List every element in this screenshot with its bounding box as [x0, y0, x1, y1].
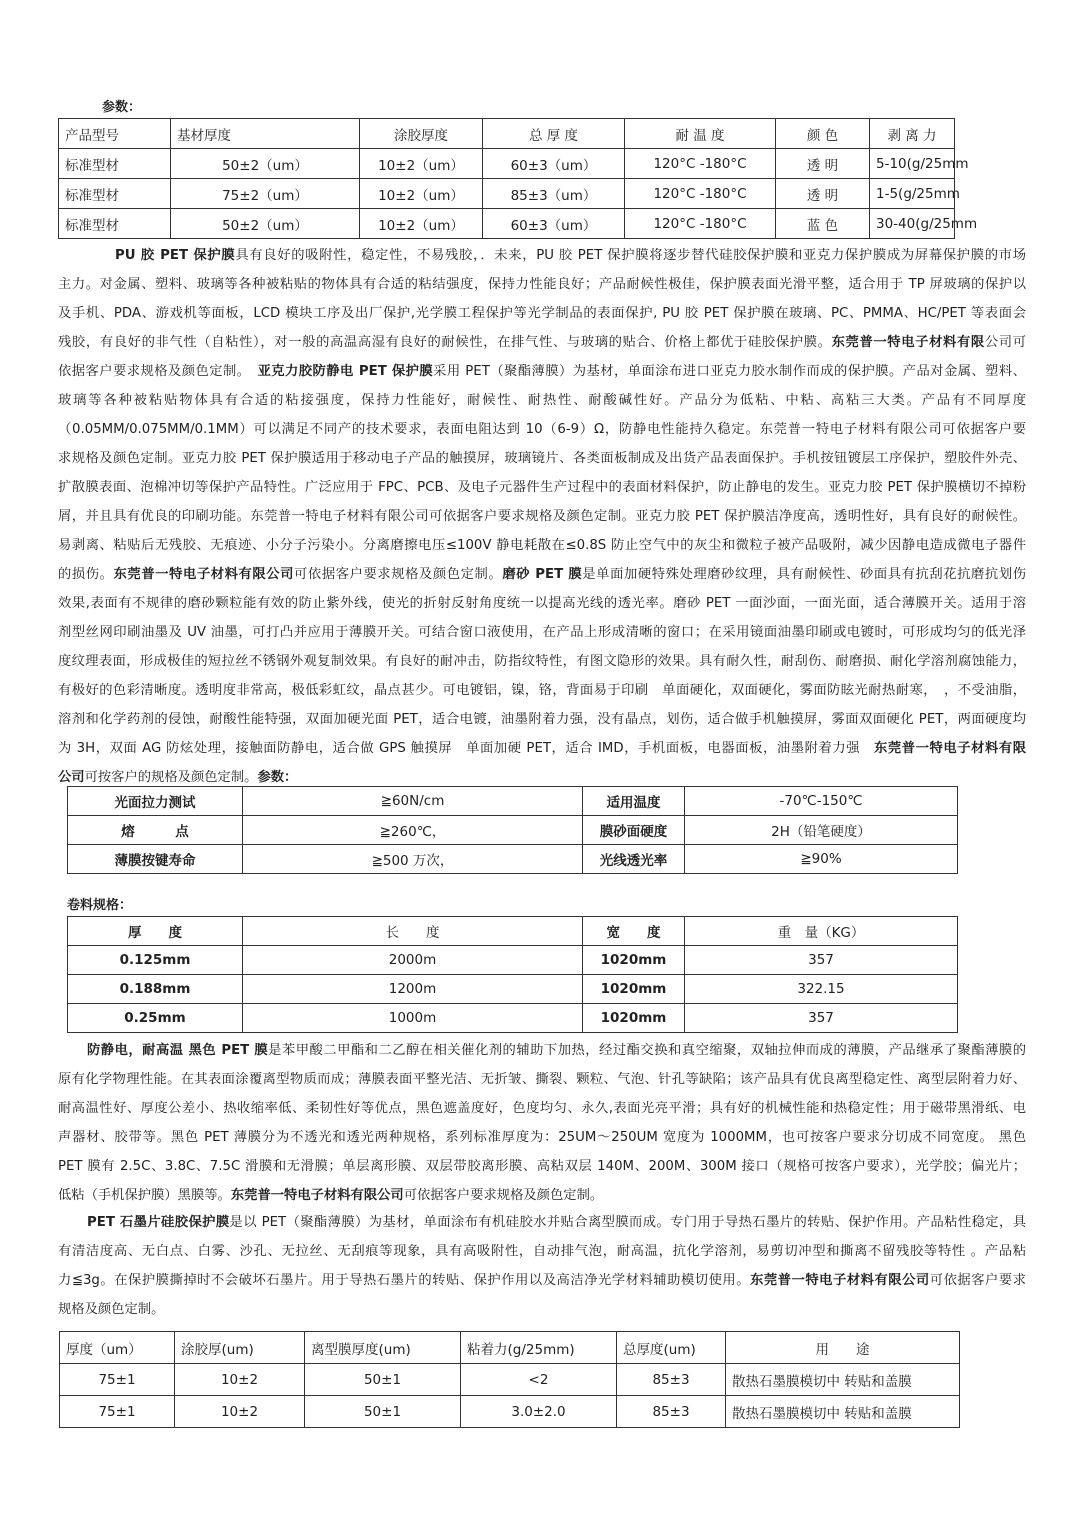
table-cell: 1020mm: [583, 946, 685, 975]
text-segment: 溶剂和化学药剂的侵蚀，耐酸性能特强，双面加硬光面 PET，适合电镀，油墨附着力强，没有晶点，划伤，适合做手机触摸屏，雾面双面硬化 PET，两面硬度均: [58, 712, 1026, 727]
table-cell: 357: [685, 1004, 958, 1033]
table-cell: 1020mm: [583, 1004, 685, 1033]
paragraph-line: [58, 676, 1026, 705]
text-segment: 原有化学物理性能。在其表面涂覆离型物质而成；薄膜表面平整光洁、无折皱、撕裂、颗粒、气泡、针孔等缺陷；该产品具有优良离型稳定性、离型层附着力好、: [58, 1072, 1026, 1087]
table-cell: 0.125mm: [68, 946, 243, 975]
params-table-1: [58, 118, 978, 239]
bold-text-segment: 东莞普一特电子材料有限公司: [230, 1188, 404, 1203]
table-cell: 1000m: [243, 1004, 583, 1033]
table-row: [60, 1396, 960, 1428]
table-cell: 60±3（um）: [483, 209, 625, 239]
table-header-cell: 用 途: [726, 1332, 960, 1364]
table-row: [59, 149, 955, 179]
table-cell: 蓝 色: [776, 209, 870, 239]
table-header-cell: 宽 度: [583, 917, 685, 946]
paragraph-line: [58, 1036, 1026, 1065]
table-cell: ≧500 万次，: [243, 845, 583, 874]
table-cell: 透 明: [776, 149, 870, 179]
description-paragraph-3: [58, 1208, 1026, 1324]
bold-text-segment: 东莞普一特电子材料有限公司: [113, 567, 295, 582]
table-cell: 85±3（um）: [483, 179, 625, 209]
text-segment: 玻璃等各种被粘贴物体具有合适的粘接强度，保持力性能好，耐候性、耐热性、耐酸碱性好。产品分为低粘、中粘、高粘三大类。产品有不同厚度: [58, 393, 1026, 408]
roll-spec-table: [67, 916, 958, 1033]
paragraph-line: [58, 1181, 1026, 1210]
table-cell: 标准型材: [59, 149, 171, 179]
table-cell: 1-5(g/25mm: [870, 179, 955, 209]
text-segment: 可依据客户要求: [929, 1273, 1026, 1288]
text-segment: 具有良好的吸附性，稳定性，不易残胶，．未来，PU 胶 PET 保护膜将逐步替代硅胶保护膜和亚克力保护膜成为屏幕保护膜的市场: [235, 248, 1026, 263]
table-header-cell: 厚度（um）: [60, 1332, 175, 1364]
table-row: [68, 845, 958, 874]
table-header-cell: 基材厚度: [171, 119, 360, 149]
text-segment: 可依据客户要求规格及颜色定制。: [403, 1188, 604, 1203]
paragraph-line: [58, 299, 1026, 328]
paragraph-line: [58, 502, 1026, 531]
table-cell: 1020mm: [583, 975, 685, 1004]
text-segment: 是以 PET（聚酯薄膜）为基材，单面涂布有机硅胶水并贴合离型膜而成。专门用于导热石墨片的转贴、保护作用。产品粘性稳定，具: [229, 1215, 1026, 1230]
text-segment: 可按客户的规格及颜色定制。: [84, 770, 258, 785]
paragraph-line: [58, 444, 1026, 473]
table-cell: 2000m: [243, 946, 583, 975]
table-cell: 85±3: [617, 1396, 726, 1428]
paragraph-line: [58, 1295, 1026, 1324]
table-header-cell: 剥 离 力: [870, 119, 955, 149]
table-row: [68, 1004, 958, 1033]
table-row: [68, 946, 958, 975]
paragraph-line: [58, 1237, 1026, 1266]
paragraph-line: [58, 589, 1026, 618]
table-cell: 50±2（um）: [171, 149, 360, 179]
text-segment: 可依据客户要求规格及颜色定制。: [294, 567, 503, 582]
table-row: [59, 209, 955, 239]
table-cell: 散热石墨膜模切中 转贴和盖膜: [726, 1396, 960, 1428]
table-cell: 2H（铅笔硬度）: [685, 816, 958, 845]
paragraph-line: [58, 415, 1026, 444]
table-cell: 3.0±2.0: [461, 1396, 617, 1428]
table-cell: 散热石墨膜模切中 转贴和盖膜: [726, 1364, 960, 1396]
text-segment: 屑，并且具有优良的印刷功能。东莞普一特电子材料有限公司可依据客户要求规格及颜色定制。亚克力胶 PET 保护膜洁净度高，透明性好，具有良好的耐候性。: [58, 509, 1026, 524]
text-segment: 扩散膜表面、泡棉冲切等保护产品特性。广泛应用于 FPC、PCB、及电子元器件生产过程中的表面材料保护，防止静电的发生。亚克力胶 PET 保护膜横切不掉粉: [58, 480, 1026, 495]
table-cell: 标准型材: [59, 209, 171, 239]
table-header-cell: 离型膜厚度(um): [305, 1332, 461, 1364]
table-row: [68, 787, 958, 816]
table-cell: 熔 点: [68, 816, 243, 845]
text-segment: 耐高温性好、厚度公差小、热收缩率低、柔韧性好等优点，黑色遮盖度好，色度均匀、永久,表面光亮平滑；具有好的机械性能和热稳定性；用于磁带黑滑纸、电: [58, 1101, 1026, 1116]
bold-text-segment: 亚克力胶防静电 PET 保护膜: [257, 364, 434, 379]
text-segment: 为 3H，双面 AG 防炫处理，接触面防静电，适合做 GPS 触摸屏 单面加硬 PET，适合 IMD，手机面板，电器面板，油墨附着力强: [58, 741, 874, 756]
text-segment: 采用 PET（聚酯薄膜）为基材，单面涂布进口亚克力胶水制作而成的保护膜。产品对金属、塑料、: [433, 364, 1026, 379]
text-segment: 度纹理表面，形成极佳的短拉丝不锈钢外观复制效果。有良好的耐冲击，防指纹特性，有图文隐形的效果。具有耐久性，耐刮伤、耐磨损、耐化学溶剂腐蚀能力，: [58, 654, 1026, 669]
table-header-cell: 总 厚 度: [483, 119, 625, 149]
params-table-2: [67, 786, 958, 874]
roll-spec-label: 卷料规格：: [67, 898, 133, 913]
paragraph-line: [58, 473, 1026, 502]
paragraph-line: [58, 357, 1026, 386]
text-segment: 及手机、PDA、游戏机等面板，LCD 模块工序及出厂保护,光学膜工程保护等光学制品的表面保护, PU 胶 PET 保护膜在玻璃、PC、PMMA、HC/PET 等表面会: [58, 306, 1026, 321]
table-cell: -70℃-150℃: [685, 787, 958, 816]
table-header-row: [68, 917, 958, 946]
bold-text-segment: 东莞普一特电子材料有限: [873, 741, 1027, 756]
table-cell: 10±2: [175, 1396, 305, 1428]
text-segment: 主力。对金属、塑料、玻璃等各种被粘贴的物体具有合适的粘结强度，保持力性能良好；产品耐候性极佳，保护膜表面光滑平整，适合用于 TP 屏玻璃的保护以: [58, 277, 1026, 292]
table-cell: 75±1: [60, 1364, 175, 1396]
text-segment: 有清洁度高、无白点、白雾、沙孔、无拉丝、无刮痕等现象，具有高吸附性，自动排气泡，耐高温，抗化学溶剂，易剪切冲型和撕离不留残胶等特性 。产品粘: [58, 1244, 1026, 1259]
table-cell: 标准型材: [59, 179, 171, 209]
description-paragraph-2: [58, 1036, 1026, 1210]
table-header-row: [60, 1332, 960, 1364]
params-label-1: 参数：: [102, 100, 142, 115]
table-header-cell: 长 度: [243, 917, 583, 946]
paragraph-line: [58, 241, 1026, 270]
bold-text-segment: 东莞普一特电子材料有限: [831, 335, 985, 350]
table-cell: 薄膜按键寿命: [68, 845, 243, 874]
table-cell: 膜砂面硬度: [583, 816, 685, 845]
table-header-cell: 粘着力(g/25mm): [461, 1332, 617, 1364]
description-paragraph-1: [58, 241, 1026, 792]
table-header-cell: 颜 色: [776, 119, 870, 149]
bold-text-segment: 东莞普一特电子材料有限公司: [750, 1273, 930, 1288]
bold-text-segment: 参数：: [257, 770, 298, 785]
table-header-cell: 总厚度(um): [617, 1332, 726, 1364]
table-cell: 10±2（um）: [360, 149, 483, 179]
table-cell: 50±1: [305, 1364, 461, 1396]
paragraph-line: [58, 270, 1026, 299]
paragraph-line: [58, 328, 1026, 357]
paragraph-line: [58, 618, 1026, 647]
table-cell: 60±3（um）: [483, 149, 625, 179]
table-cell: <2: [461, 1364, 617, 1396]
table-row: [68, 975, 958, 1004]
table-cell: 75±1: [60, 1396, 175, 1428]
text-segment: 求规格及颜色定制。亚克力胶 PET 保护膜适用于移动电子产品的触摸屏，玻璃镜片、各类面板制成及出货产品表面保护。手机按钮镀层工序保护，塑胶件外壳、: [58, 451, 1026, 466]
table-header-cell: 产品型号: [59, 119, 171, 149]
text-segment: 声器材、胶带等。黑色 PET 薄膜分为不透光和透光两种规格，系列标准厚度为：25UM～250UM 宽度为 1000MM，也可按客户要求分切成不同宽度。 黑色: [58, 1130, 1026, 1145]
table-cell: 透 明: [776, 179, 870, 209]
table-cell: ≧60N/cm: [243, 787, 583, 816]
text-segment: 剂型丝网印刷油墨及 UV 油墨，可打凸并应用于薄膜开关。可结合窗口液使用，在产品上形成清晰的窗口；在采用镜面油墨印刷或电镀时，可形成均匀的低光泽: [58, 625, 1026, 640]
text-segment: 的损伤。: [58, 567, 114, 582]
table-cell: 50±1: [305, 1396, 461, 1428]
table-header-cell: 厚 度: [68, 917, 243, 946]
table-cell: 5-10(g/25mm: [870, 149, 955, 179]
table-cell: 322.15: [685, 975, 958, 1004]
table-cell: 120°C -180°C: [625, 209, 776, 239]
paragraph-line: [58, 386, 1026, 415]
table-header-cell: 涂胶厚(um): [175, 1332, 305, 1364]
text-segment: 规格及颜色定制。: [58, 1302, 165, 1317]
table-cell: 30-40(g/25mm: [870, 209, 955, 239]
text-segment: PET 膜有 2.5C、3.8C、7.5C 滑膜和无滑膜；单层离形膜、双层带胶离形膜、高粘双层 140M、200M、300M 接口（规格可按客户要求），光学胶；偏光片；: [58, 1159, 1026, 1174]
table-cell: ≧260℃，: [243, 816, 583, 845]
paragraph-line: [58, 705, 1026, 734]
table-cell: 适用温度: [583, 787, 685, 816]
text-segment: 公司可: [984, 335, 1027, 350]
text-segment: 是苯甲酸二甲酯和二乙醇在相关催化剂的辅助下加热，经过酯交换和真空缩聚，双轴拉伸而成的薄膜，产品继承了聚酯薄膜的: [268, 1043, 1026, 1058]
text-segment: （0.05MM/0.075MM/0.1MM）可以满足不同产的技术要求，表面电阻达到 10（6-9）Ω，防静电性能持久稳定。东莞普一特电子材料有限公司可依据客户要: [58, 422, 1026, 437]
table-cell: 357: [685, 946, 958, 975]
bold-text-segment: 公司: [58, 770, 85, 785]
text-segment: 有极好的色彩清晰度。透明度非常高，极低彩虹纹，晶点甚少。可电镀铝，镍，铬，背面易于印刷 单面硬化，双面硬化，雾面防眩光耐热耐寒， ，不受油脂，: [58, 683, 1026, 698]
table-header-cell: 耐 温 度: [625, 119, 776, 149]
table-cell: 1200m: [243, 975, 583, 1004]
table-header-row: [59, 119, 955, 149]
table-cell: 10±2: [175, 1364, 305, 1396]
bold-text-segment: PET 石墨片硅胶保护膜: [87, 1215, 230, 1230]
paragraph-line: [58, 531, 1026, 560]
text-segment: 残胶，有良好的非气性（自粘性），对一般的高温高湿有良好的耐候性，在排气性、与玻璃的贴合、价格上都优于硅胶保护膜。: [58, 335, 832, 350]
bold-text-segment: PU 胶 PET 保护膜: [115, 248, 236, 263]
table-header-cell: 重 量（KG）: [685, 917, 958, 946]
text-segment: 力≦3g。在保护膜撕掉时不会破坏石墨片。用于导热石墨片的转贴、保护作用以及高洁净光学材料辅助模切使用。: [58, 1273, 751, 1288]
table-cell: 10±2（um）: [360, 179, 483, 209]
paragraph-line: [58, 734, 1026, 763]
table-cell: 0.188mm: [68, 975, 243, 1004]
table-cell: 光线透光率: [583, 845, 685, 874]
text-segment: 低粘（手机保护膜）黑膜等。: [58, 1188, 231, 1203]
table-cell: 120°C -180°C: [625, 149, 776, 179]
table-row: [59, 179, 955, 209]
text-segment: 易剥离、粘贴后无残胶、无痕迹、小分子污染小。分离磨擦电压≤100V 静电耗散在≤0.8S 防止空气中的灰尘和微粒子被产品吸附，减少因静电造成微电子器件: [58, 538, 1026, 553]
paragraph-line: [58, 560, 1026, 589]
text-segment: 是单面加硬特殊处理磨砂纹理，具有耐候性、砂面具有抗刮花抗磨抗划伤: [582, 567, 1027, 582]
table-row: [68, 816, 958, 845]
bold-text-segment: 磨砂 PET 膜: [502, 567, 583, 582]
paragraph-line: [58, 1208, 1026, 1237]
table-cell: 0.25mm: [68, 1004, 243, 1033]
table-cell: 10±2（um）: [360, 209, 483, 239]
paragraph-line: [58, 1266, 1026, 1295]
table-cell: 75±2（um）: [171, 179, 360, 209]
text-segment: 效果,表面有不规律的磨砂颗粒能有效的防止紫外线，使光的折射反射角度统一以提高光线的透光率。磨砂 PET 一面沙面，一面光面，适合薄膜开关。适用于溶: [58, 596, 1026, 611]
paragraph-line: [58, 1123, 1026, 1152]
text-segment: 依据客户要求规格及颜色定制。: [58, 364, 258, 379]
table-cell: 120°C -180°C: [625, 179, 776, 209]
paragraph-line: [58, 647, 1026, 676]
table-header-cell: 涂胶厚度: [360, 119, 483, 149]
table-cell: 85±3: [617, 1364, 726, 1396]
table-cell: 光面拉力测试: [68, 787, 243, 816]
paragraph-line: [58, 1152, 1026, 1181]
paragraph-line: [58, 1065, 1026, 1094]
table-cell: 50±2（um）: [171, 209, 360, 239]
paragraph-line: [58, 1094, 1026, 1123]
bold-text-segment: 防静电，耐高温 黑色 PET 膜: [87, 1043, 269, 1058]
table-row: [60, 1364, 960, 1396]
graphite-film-table: [59, 1331, 960, 1428]
table-cell: ≧90%: [685, 845, 958, 874]
